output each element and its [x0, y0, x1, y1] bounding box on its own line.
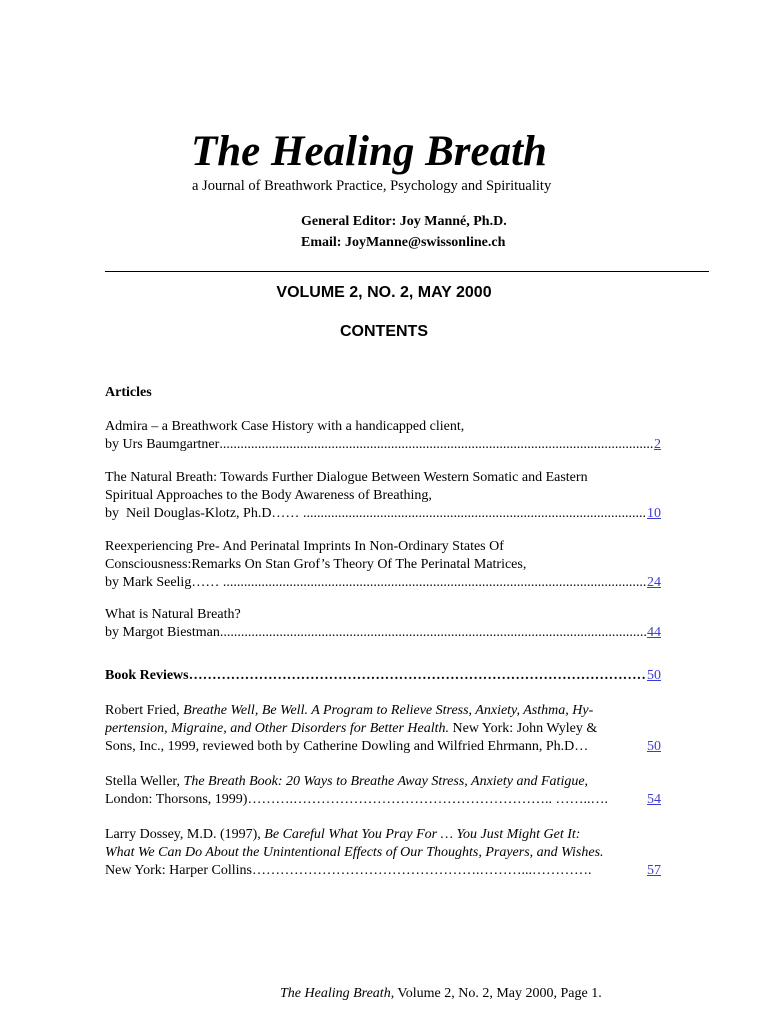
review-book-title: What We Can Do About the Unintentional Effects of Our Thoughts, Prayers, and Wishes.: [105, 845, 604, 860]
review-book-title: pertension, Migraine, and Other Disorders for Better Health.: [105, 721, 450, 736]
review-publisher: London: Thorsons, 1999)……….……………………………………………….. ……..….: [105, 792, 608, 807]
toc-line: [105, 505, 661, 523]
article-entry: [105, 469, 661, 523]
dot-leader: [219, 436, 654, 454]
review-author: Larry Dossey, M.D. (1997),: [105, 827, 265, 842]
review-line: [105, 773, 661, 791]
article-title-line: Reexperiencing Pre- And Perinatal Imprints In Non-Ordinary States Of: [105, 539, 504, 554]
book-reviews-entry: [105, 667, 661, 685]
article-entry: [105, 538, 661, 592]
review-book-title: Breathe Well, Be Well. A Program to Relieve Stress, Anxiety, Asthma, Hy-: [183, 703, 594, 718]
review-book-title: The Breath Book: 20 Ways to Breathe Away Stress, Anxiety and Fatigue,: [183, 774, 589, 789]
review-publisher: Sons, Inc., 1999, reviewed both by Catherine Dowling and Wilfried Ehrmann, Ph.D…: [105, 739, 592, 754]
review-line: [105, 702, 661, 720]
toc-line: [105, 436, 661, 454]
header-divider: [105, 271, 709, 272]
article-author: by Urs Baumgartner: [105, 437, 220, 452]
footer-journal-title: The Healing Breath: [280, 986, 391, 1001]
page-link[interactable]: 57: [647, 863, 661, 878]
dot-leader: [303, 505, 647, 523]
toc-line: [105, 667, 661, 685]
article-title-line: What is Natural Breath?: [105, 607, 241, 622]
review-line: [105, 720, 661, 738]
page-link[interactable]: 2: [654, 437, 661, 452]
dot-leader: [220, 624, 647, 642]
review-book-title: Be Careful What You Pray For … You Just Might Get It:: [264, 827, 581, 842]
dot-leader: [189, 667, 647, 685]
article-title-line: Admira – a Breathwork Case History with a handicapped client,: [105, 419, 465, 434]
toc-line: [105, 574, 661, 592]
article-title-line: Spiritual Approaches to the Body Awareness of Breathing,: [105, 488, 432, 503]
toc-line: [105, 791, 661, 809]
article-author: by Margot Biestman: [105, 625, 220, 640]
review-author: Stella Weller,: [105, 774, 184, 789]
article-entry: [105, 606, 661, 642]
page-link[interactable]: 50: [647, 668, 661, 683]
editor-block: [301, 211, 507, 253]
journal-subtitle: a Journal of Breathwork Practice, Psychology and Spirituality: [192, 178, 552, 194]
book-reviews-heading: Book Reviews: [105, 668, 189, 683]
footer-details: , Volume 2, No. 2, May 2000, Page 1.: [390, 986, 602, 1001]
review-author: Robert Fried,: [105, 703, 184, 718]
page-link[interactable]: 24: [647, 575, 661, 590]
contents-heading: CONTENTS: [340, 323, 428, 340]
article-author: by Neil Douglas-Klotz, Ph.D……: [105, 506, 303, 521]
page-link[interactable]: 54: [647, 792, 661, 807]
review-publisher: New York: Harper Collins………………………………………….………...………….: [105, 863, 592, 878]
toc-line: [105, 738, 661, 756]
volume-heading: VOLUME 2, NO. 2, MAY 2000: [276, 284, 492, 301]
article-title-line: Consciousness:Remarks On Stan Grof’s Theory Of The Perinatal Matrices,: [105, 557, 527, 572]
review-entry: [105, 826, 661, 880]
review-line: [105, 826, 661, 844]
editor-name: General Editor: Joy Manné, Ph.D.: [301, 214, 507, 229]
page-link[interactable]: 44: [647, 625, 661, 640]
page-footer: [280, 986, 602, 1002]
review-entry: [105, 773, 661, 809]
toc-line: [105, 624, 661, 642]
journal-title: The Healing Breath: [191, 128, 547, 175]
page-link[interactable]: 50: [647, 739, 661, 754]
page-link[interactable]: 10: [647, 506, 661, 521]
articles-heading: Articles: [105, 385, 152, 400]
dot-leader: [223, 574, 647, 592]
review-line: [105, 844, 661, 862]
toc-line: [105, 862, 661, 880]
article-title-line: The Natural Breath: Towards Further Dialogue Between Western Somatic and Eastern: [105, 470, 588, 485]
editor-email: Email: JoyManne@swissonline.ch: [301, 235, 506, 250]
article-author: by Mark Seelig……: [105, 575, 223, 590]
article-entry: [105, 418, 661, 454]
review-publisher: New York: John Wyley &: [449, 721, 598, 736]
review-entry: [105, 702, 661, 756]
